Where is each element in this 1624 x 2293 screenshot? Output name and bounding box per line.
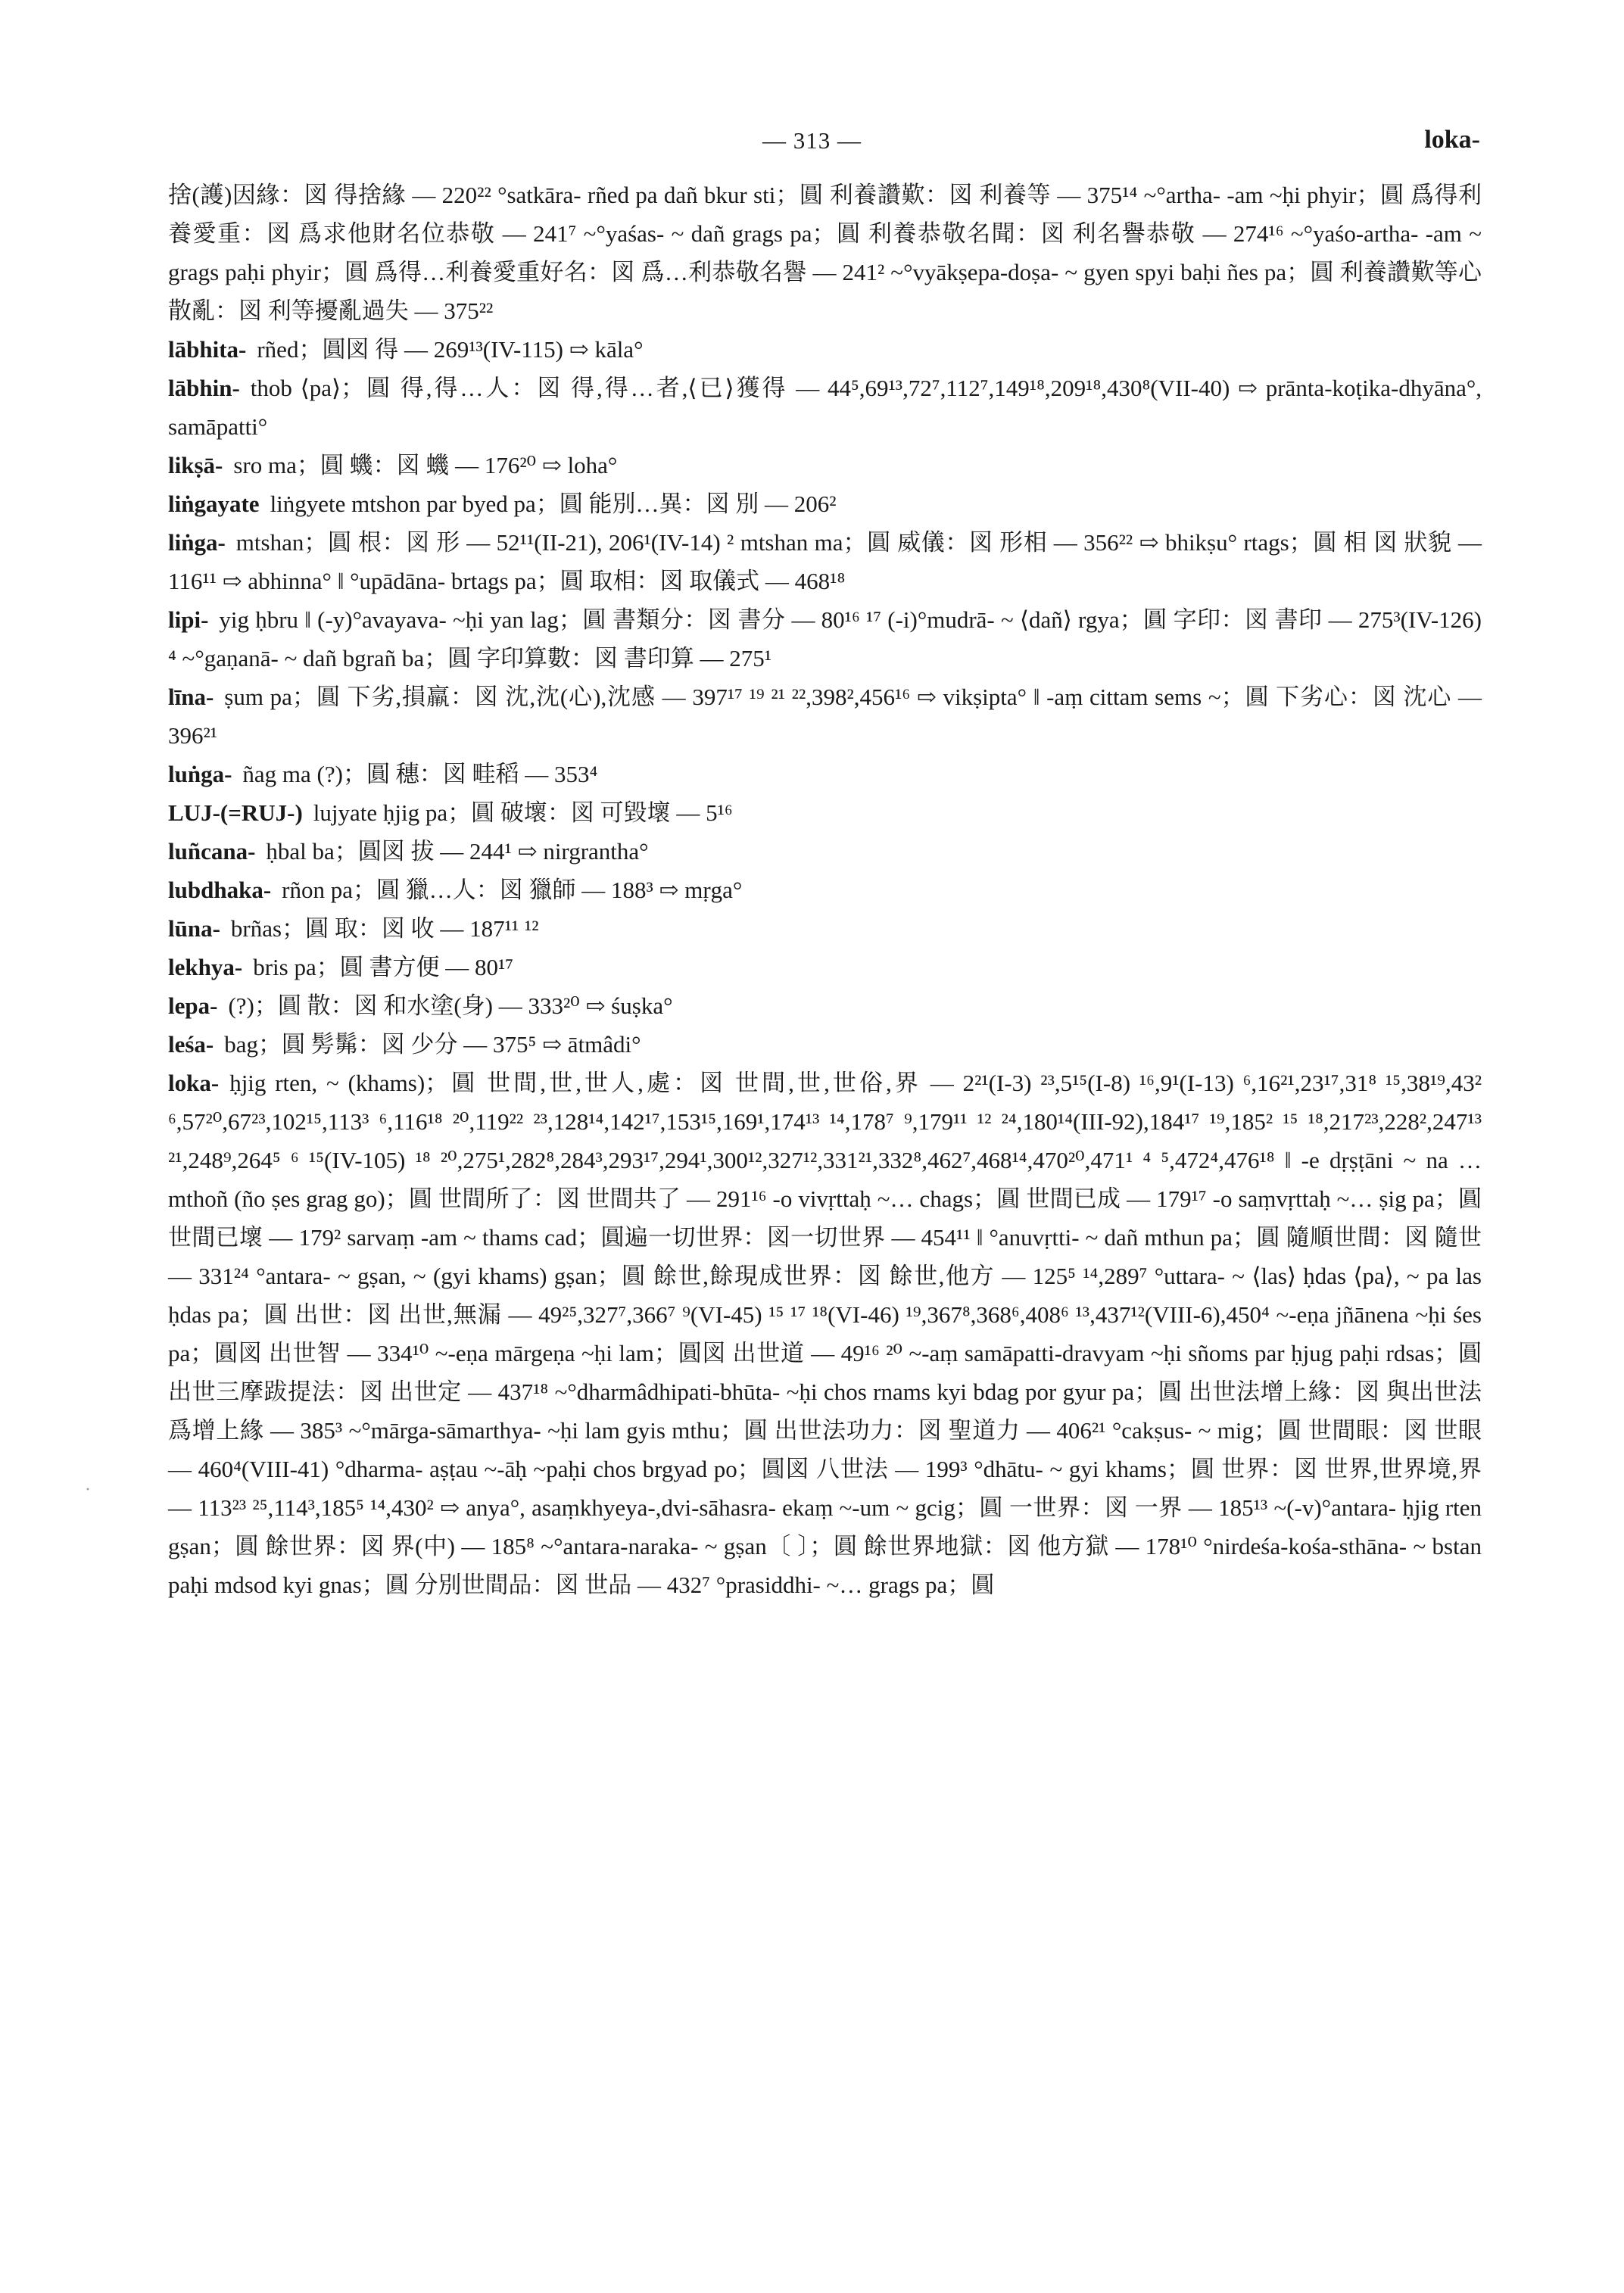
entry-text: ḥjig rten, ~ (khams)；圓 世間,世,世人,處：図 世間,世,世俗,界 — 2²¹(I-3) ²³,5¹⁵(I-8) ¹⁶,9¹(I-13) ⁶,16²¹,23¹⁷,31⁸ ¹⁵,38¹⁹,43² ⁶,57²⁰,67²³,102¹⁵,113³ ⁶,116¹⁸ ²⁰,119²² ²³,128¹⁴,142¹⁷,153¹⁵,169¹,174¹³ ¹⁴,178⁷ ⁹,179¹¹ ¹² ²⁴,180¹⁴(III-92),184¹⁷ ¹⁹,185² ¹⁵ ¹⁸,217²³,228²,247¹³ ²¹,248⁹,264⁵ ⁶ ¹⁵(IV-105) ¹⁸ ²⁰,275¹,282⁸,284³,293¹⁷,294¹,300¹²,327¹²,331²¹,332⁸,462⁷,468¹⁴,470²⁰,471¹ ⁴ ⁵,472⁴,476¹⁸ ‖ -e dṛṣṭāni ~ na … mthoñ (ño ṣes grag go)；圓 世間所了：図 世間共了 — 291¹⁶ -o vivṛttaḥ ~… chags；圓 世間已成 — 179¹⁷ -o saṃvṛttaḥ ~… ṣig pa；圓 世間已壞 — 179² sarvaṃ -am ~ thams cad；圓遍一切世界：図一切世界 — 454¹¹ ‖ °anuvṛtti- ~ dañ mthun pa；圓 隨順世間：図 隨世 — 331²⁴ °antara- ~ gṣan, ~ (gyi khams) gṣan；圓 餘世,餘現成世界：図 餘世,他方 — 125⁵ ¹⁴,289⁷ °uttara- ~ ⟨las⟩ ḥdas ⟨pa⟩, ~ pa las ḥdas pa；圓 出世：図 出世,無漏 — 49²⁵,327⁷,366⁷ ⁹(VI-45) ¹⁵ ¹⁷ ¹⁸(VI-46) ¹⁹,367⁸,368⁶,408⁶ ¹³,437¹²(VIII-6),450⁴ ~-eṇa jñānena ~ḥi śes pa；圓図 出世智 — 334¹⁰ ~-eṇa mārgeṇa ~ḥi lam；圓図 出世道 — 49¹⁶ ²⁰ ~-aṃ samāpatti-dravyam ~ḥi sñoms par ḥjug paḥi rdsas；圓 出世三摩跋提法：図 出世定 — 437¹⁸ ~°dharmâdhipati-bhūta- ~ḥi chos rnams kyi bdag por gyur pa；圓 出世法增上緣：図 與出世法爲增上緣 — 385³ ~°mārga-sāmarthya- ~ḥi lam gyis mthu；圓 出世法功力：図 聖道力 — 406²¹ °cakṣus- ~ mig；圓 世間眼：図 世眼 — 460⁴(VIII-41) °dharma- aṣṭau ~-āḥ ~paḥi chos brgyad po；圓図 八世法 — 199³ °dhātu- ~ gyi khams；圓 世界：図 世界,世界境,界 — 113²³ ²⁵,114³,185⁵ ¹⁴,430² ⇨ anya°, asaṃkhyeya-,dvi-sāhasra- ekaṃ ~-um ~ gcig；圓 一世界：図 一界 — 185¹³ ~(-v)°antara- ḥjig rten gṣan；圓 餘世界：図 界(中) — 185⁸ ~°antara-naraka- ~ gṣan〔 〕；圓 餘世界地獄：図 他方獄 — 178¹⁰ °nirdeśa-kośa-sthāna- ~ bstan paḥi mdsod kyi gnas；圓 分別世間品：図 世品 — 432⁷ °prasiddhi- ~… grags pa；圓 xyxy=(168,1070,1482,1598)
headword: lubdhaka- xyxy=(168,877,272,903)
headword: luṅga- xyxy=(168,761,232,787)
dictionary-entry xyxy=(168,600,1482,678)
entry-text: ṣum pa；圓 下劣,損羸：図 沈,沈(心),沈感 — 397¹⁷ ¹⁹ ²¹ ²²,398²,456¹⁶ ⇨ vikṣipta° ‖ -aṃ cittam sems ~；圓 下劣心：図 沈心 — 396²¹ xyxy=(168,684,1482,749)
entry-text: ḥbal ba；圓図 拔 — 244¹ ⇨ nirgrantha° xyxy=(266,838,649,865)
entry-text: lujyate ḥjig pa；圓 破壞：図 可毀壞 — 5¹⁶ xyxy=(313,799,733,826)
headword: lābhin- xyxy=(168,375,240,401)
entry-text: liṅgyete mtshon par byed pa；圓 能別…異：図 別 — 206² xyxy=(270,491,837,517)
entry-text: (?)；圓 散：図 和水塗(身) — 333²⁰ ⇨ śuṣka° xyxy=(228,992,673,1019)
running-head: loka- xyxy=(1424,126,1480,154)
dictionary-entry xyxy=(168,793,1482,832)
dictionary-entry xyxy=(168,523,1482,600)
entry-text: ñag ma (?)；圓 穗：図 畦稻 — 353⁴ xyxy=(242,761,598,787)
page-number: — 313 — xyxy=(762,127,862,154)
headword: likṣā- xyxy=(168,452,223,478)
dictionary-entry xyxy=(168,369,1482,446)
entry-text: thob ⟨pa⟩；圓 得,得…人：図 得,得…者,⟨已⟩獲得 — 44⁵,69¹³,72⁷,112⁷,149¹⁸,209¹⁸,430⁸(VII-40) ⇨ prānta-koṭika-dhyāna°, samāpatti° xyxy=(168,375,1482,440)
dictionary-entry xyxy=(168,446,1482,484)
entry-text: bag；圓 髣髴：図 少分 — 375⁵ ⇨ ātmâdi° xyxy=(224,1031,641,1058)
headword: loka- xyxy=(168,1070,220,1096)
entry-text: bris pa；圓 書方便 — 80¹⁷ xyxy=(253,954,514,980)
dictionary-entry xyxy=(168,1064,1482,1604)
dictionary-entry xyxy=(168,176,1482,330)
entry-text: mtshan；圓 根：図 形 — 52¹¹(II-21), 206¹(IV-14) ² mtshan ma；圓 威儀：図 形相 — 356²² ⇨ bhikṣu° rtags；圓 相 図 狀貌 — 116¹¹ ⇨ abhinna° ‖ °upādāna- brtags pa；圓 取相：図 取儀式 — 468¹⁸ xyxy=(168,529,1482,594)
entry-text: rñed；圓図 得 — 269¹³(IV-115) ⇨ kāla° xyxy=(257,336,644,363)
headword: luñcana- xyxy=(168,838,256,865)
dictionary-entry xyxy=(168,484,1482,523)
entry-text: brñas；圓 取：図 收 — 187¹¹ ¹² xyxy=(230,915,539,942)
dictionary-entry xyxy=(168,330,1482,369)
headword: lipi- xyxy=(168,606,209,633)
entry-text: rñon pa；圓 獵…人：図 獵師 — 188³ ⇨ mṛga° xyxy=(282,877,743,903)
entry-text: 捨(護)因緣：図 得捨緣 — 220²² °satkāra- rñed pa dañ bkur sti；圓 利養讚歎：図 利養等 — 375¹⁴ ~°artha- -am ~ḥi phyir；圓 爲得利養愛重：図 爲求他財名位恭敬 — 241⁷ ~°yaśas- ~ dañ grags pa；圓 利養恭敬名聞：図 利名譽恭敬 — 274¹⁶ ~°yaśo-artha- -am ~ grags paḥi phyir；圓 爲得…利養愛重好名：図 爲…利恭敬名譽 — 241² ~°vyākṣepa-doṣa- ~ gyen spyi baḥi ñes pa；圓 利養讚歎等心散亂：図 利等擾亂過失 — 375²² xyxy=(168,182,1482,324)
dictionary-entry xyxy=(168,986,1482,1025)
headword: liṅga- xyxy=(168,529,226,556)
headword: lābhita- xyxy=(168,336,247,363)
headword: līna- xyxy=(168,684,214,710)
headword: leśa- xyxy=(168,1031,214,1058)
headword: lekhya- xyxy=(168,954,243,980)
headword: lepa- xyxy=(168,992,218,1019)
entry-text: yig ḥbru ‖ (-y)°avayava- ~ḥi yan lag；圓 書類分：図 書分 — 80¹⁶ ¹⁷ (-i)°mudrā- ~ ⟨dañ⟩ rgya；圓 字印：図 書印 — 275³(IV-126) ⁴ ~°gaṇanā- ~ dañ bgrañ ba；圓 字印算數：図 書印算 — 275¹ xyxy=(168,606,1482,671)
headword: lūna- xyxy=(168,915,220,942)
dictionary-entries xyxy=(168,176,1482,1604)
dictionary-entry xyxy=(168,678,1482,755)
dictionary-entry xyxy=(168,948,1482,986)
headword: liṅgayate xyxy=(168,491,260,517)
entry-text: sro ma；圓 蟣：図 蟣 — 176²⁰ ⇨ loha° xyxy=(233,452,618,478)
dictionary-entry xyxy=(168,755,1482,793)
headword: LUJ-(=RUJ-) xyxy=(168,799,303,826)
dictionary-entry xyxy=(168,832,1482,871)
dictionary-entry xyxy=(168,909,1482,948)
dictionary-entry xyxy=(168,1025,1482,1064)
dictionary-entry xyxy=(168,871,1482,909)
scan-speck: · xyxy=(85,1480,91,1500)
